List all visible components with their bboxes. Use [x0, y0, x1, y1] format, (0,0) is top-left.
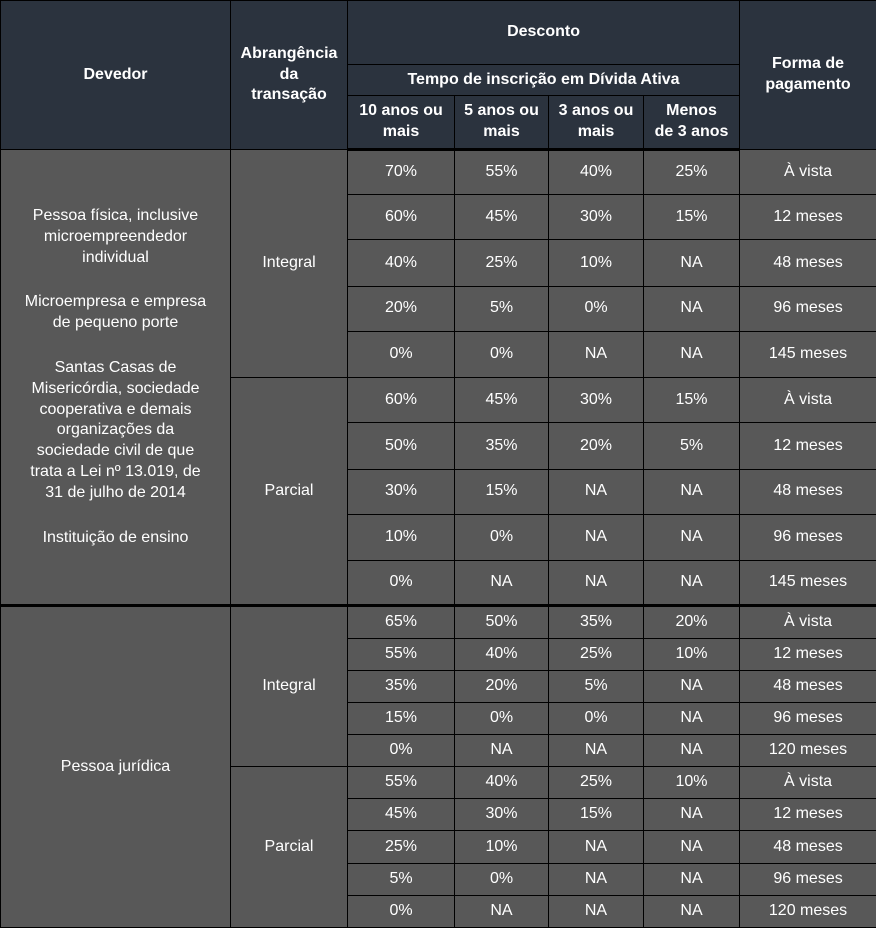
cell-10-anos: 5%: [348, 863, 455, 895]
cell-forma-pagamento: 48 meses: [740, 240, 876, 286]
cell-5-anos: NA: [455, 895, 549, 927]
cell-5-anos: 30%: [455, 799, 549, 831]
header-col-10-anos: [348, 96, 455, 150]
cell-menos-3-anos: NA: [644, 799, 740, 831]
cell-3-anos: NA: [549, 863, 644, 895]
cell-5-anos: 20%: [455, 670, 549, 702]
scope-cell: Integral: [231, 606, 348, 767]
debtor-line: Pessoa física, inclusive: [32, 206, 199, 224]
group-pessoa-fisica: [1, 150, 876, 606]
cell-menos-3-anos: NA: [644, 514, 740, 560]
debtor-cell: [1, 150, 231, 606]
cell-10-anos: 45%: [348, 799, 455, 831]
cell-10-anos: 30%: [348, 469, 455, 514]
scope-cell: Parcial: [231, 378, 348, 606]
cell-3-anos: NA: [549, 331, 644, 377]
table-header: [1, 1, 876, 150]
cell-10-anos: 35%: [348, 670, 455, 702]
scope-cell: Integral: [231, 150, 348, 378]
cell-forma-pagamento: 96 meses: [740, 863, 876, 895]
table-row: [1, 150, 876, 195]
header-col-5-anos: [455, 96, 549, 150]
cell-5-anos: 0%: [455, 863, 549, 895]
cell-10-anos: 25%: [348, 831, 455, 863]
cell-3-anos: 35%: [549, 606, 644, 638]
debtor-paragraph: [9, 528, 222, 549]
cell-3-anos: 30%: [549, 195, 644, 240]
cell-forma-pagamento: 12 meses: [740, 799, 876, 831]
cell-10-anos: 60%: [348, 195, 455, 240]
cell-10-anos: 0%: [348, 331, 455, 377]
cell-10-anos: 60%: [348, 378, 455, 423]
cell-5-anos: 0%: [455, 514, 549, 560]
cell-menos-3-anos: NA: [644, 561, 740, 606]
header-abrangencia-line: transação: [251, 86, 327, 104]
cell-forma-pagamento: 12 meses: [740, 195, 876, 240]
cell-5-anos: 50%: [455, 606, 549, 638]
cell-menos-3-anos: NA: [644, 240, 740, 286]
header-tempo-inscricao: Tempo de inscrição em Dívida Ativa: [348, 65, 740, 96]
cell-5-anos: 15%: [455, 469, 549, 514]
cell-5-anos: 45%: [455, 378, 549, 423]
header-abrangencia-line: da: [279, 65, 299, 83]
cell-menos-3-anos: NA: [644, 702, 740, 734]
cell-3-anos: NA: [549, 831, 644, 863]
cell-3-anos: NA: [549, 514, 644, 560]
cell-3-anos: 40%: [549, 150, 644, 195]
cell-forma-pagamento: 96 meses: [740, 514, 876, 560]
cell-forma-pagamento: 145 meses: [740, 331, 876, 377]
cell-10-anos: 15%: [348, 702, 455, 734]
cell-10-anos: 0%: [348, 895, 455, 927]
debtor-line: 31 de julho de 2014: [45, 483, 186, 501]
group-pessoa-juridica: [1, 606, 876, 928]
cell-3-anos: NA: [549, 561, 644, 606]
header-forma-pagamento: [740, 1, 876, 150]
cell-forma-pagamento: 145 meses: [740, 561, 876, 606]
cell-forma-pagamento: 120 meses: [740, 734, 876, 766]
header-abrangencia-line: Abrangência: [240, 44, 338, 62]
cell-menos-3-anos: NA: [644, 895, 740, 927]
header-col-line: 5 anos ou: [464, 102, 539, 120]
cell-5-anos: 10%: [455, 831, 549, 863]
cell-forma-pagamento: À vista: [740, 150, 876, 195]
cell-menos-3-anos: NA: [644, 286, 740, 331]
cell-menos-3-anos: NA: [644, 469, 740, 514]
cell-menos-3-anos: 10%: [644, 767, 740, 799]
debtor-line: trata a Lei nº 13.019, de: [30, 462, 201, 480]
cell-10-anos: 55%: [348, 638, 455, 670]
debtor-line: organizações da: [56, 421, 175, 439]
cell-menos-3-anos: NA: [644, 863, 740, 895]
debtor-line: cooperativa e demais: [39, 400, 192, 418]
cell-forma-pagamento: 12 meses: [740, 423, 876, 469]
debtor-line: Santas Casas de: [54, 358, 177, 376]
cell-5-anos: NA: [455, 734, 549, 766]
debtor-line: Microempresa e empresa: [24, 293, 207, 311]
cell-5-anos: 40%: [455, 767, 549, 799]
cell-10-anos: 50%: [348, 423, 455, 469]
cell-10-anos: 40%: [348, 240, 455, 286]
cell-3-anos: 15%: [549, 799, 644, 831]
header-col-line: mais: [483, 123, 520, 140]
debtor-line: microempreendedor: [43, 227, 188, 245]
cell-5-anos: 40%: [455, 638, 549, 670]
cell-5-anos: 35%: [455, 423, 549, 469]
cell-forma-pagamento: À vista: [740, 606, 876, 638]
cell-3-anos: 30%: [549, 378, 644, 423]
cell-forma-pagamento: 120 meses: [740, 895, 876, 927]
cell-10-anos: 70%: [348, 150, 455, 195]
cell-forma-pagamento: À vista: [740, 378, 876, 423]
debtor-line: Misericórdia, sociedade: [31, 379, 200, 397]
header-desconto: Desconto: [348, 1, 740, 65]
cell-10-anos: 20%: [348, 286, 455, 331]
cell-3-anos: 25%: [549, 638, 644, 670]
debtor-paragraph: [9, 358, 222, 504]
cell-forma-pagamento: 48 meses: [740, 831, 876, 863]
debtor-line: sociedade civil de que: [36, 442, 195, 460]
cell-5-anos: 55%: [455, 150, 549, 195]
cell-10-anos: 65%: [348, 606, 455, 638]
cell-menos-3-anos: 5%: [644, 423, 740, 469]
cell-3-anos: 20%: [549, 423, 644, 469]
cell-menos-3-anos: 15%: [644, 378, 740, 423]
debtor-cell: Pessoa jurídica: [1, 606, 231, 928]
header-abrangencia: [231, 1, 348, 150]
cell-menos-3-anos: 25%: [644, 150, 740, 195]
header-col-menos-3-anos: [644, 96, 740, 150]
header-col-line: mais: [382, 123, 420, 140]
scope-cell: Parcial: [231, 767, 348, 928]
cell-forma-pagamento: 96 meses: [740, 286, 876, 331]
debtor-paragraph: [9, 292, 222, 334]
header-col-line: mais: [577, 123, 615, 140]
debtor-line: de pequeno porte: [52, 314, 179, 332]
cell-forma-pagamento: À vista: [740, 767, 876, 799]
cell-3-anos: NA: [549, 469, 644, 514]
cell-5-anos: 0%: [455, 331, 549, 377]
cell-menos-3-anos: NA: [644, 331, 740, 377]
debtor-line: individual: [82, 248, 149, 266]
cell-3-anos: NA: [549, 734, 644, 766]
header-col-line: 3 anos ou: [558, 102, 634, 120]
header-col-line: 10 anos ou: [359, 102, 443, 120]
header-forma-line: Forma de: [772, 55, 845, 73]
cell-forma-pagamento: 96 meses: [740, 702, 876, 734]
header-col-3-anos: [549, 96, 644, 150]
cell-forma-pagamento: 48 meses: [740, 469, 876, 514]
cell-5-anos: 0%: [455, 702, 549, 734]
cell-forma-pagamento: 48 meses: [740, 670, 876, 702]
cell-10-anos: 0%: [348, 561, 455, 606]
cell-menos-3-anos: NA: [644, 734, 740, 766]
debtor-line: Instituição de ensino: [42, 528, 189, 546]
cell-5-anos: 25%: [455, 240, 549, 286]
cell-menos-3-anos: 10%: [644, 638, 740, 670]
cell-menos-3-anos: NA: [644, 831, 740, 863]
cell-10-anos: 10%: [348, 514, 455, 560]
table-row: [1, 606, 876, 638]
header-col-line: de 3 anos: [654, 123, 729, 140]
cell-10-anos: 55%: [348, 767, 455, 799]
cell-5-anos: 5%: [455, 286, 549, 331]
cell-10-anos: 0%: [348, 734, 455, 766]
debtor-paragraph: [9, 206, 222, 268]
cell-menos-3-anos: 15%: [644, 195, 740, 240]
cell-5-anos: NA: [455, 561, 549, 606]
header-col-line: Menos: [666, 102, 717, 120]
header-forma-line: pagamento: [765, 76, 851, 93]
cell-3-anos: 0%: [549, 702, 644, 734]
cell-menos-3-anos: 20%: [644, 606, 740, 638]
cell-forma-pagamento: 12 meses: [740, 638, 876, 670]
cell-5-anos: 45%: [455, 195, 549, 240]
cell-3-anos: 25%: [549, 767, 644, 799]
cell-menos-3-anos: NA: [644, 670, 740, 702]
cell-3-anos: 10%: [549, 240, 644, 286]
cell-3-anos: 0%: [549, 286, 644, 331]
cell-3-anos: NA: [549, 895, 644, 927]
header-devedor: Devedor: [1, 1, 231, 150]
cell-3-anos: 5%: [549, 670, 644, 702]
